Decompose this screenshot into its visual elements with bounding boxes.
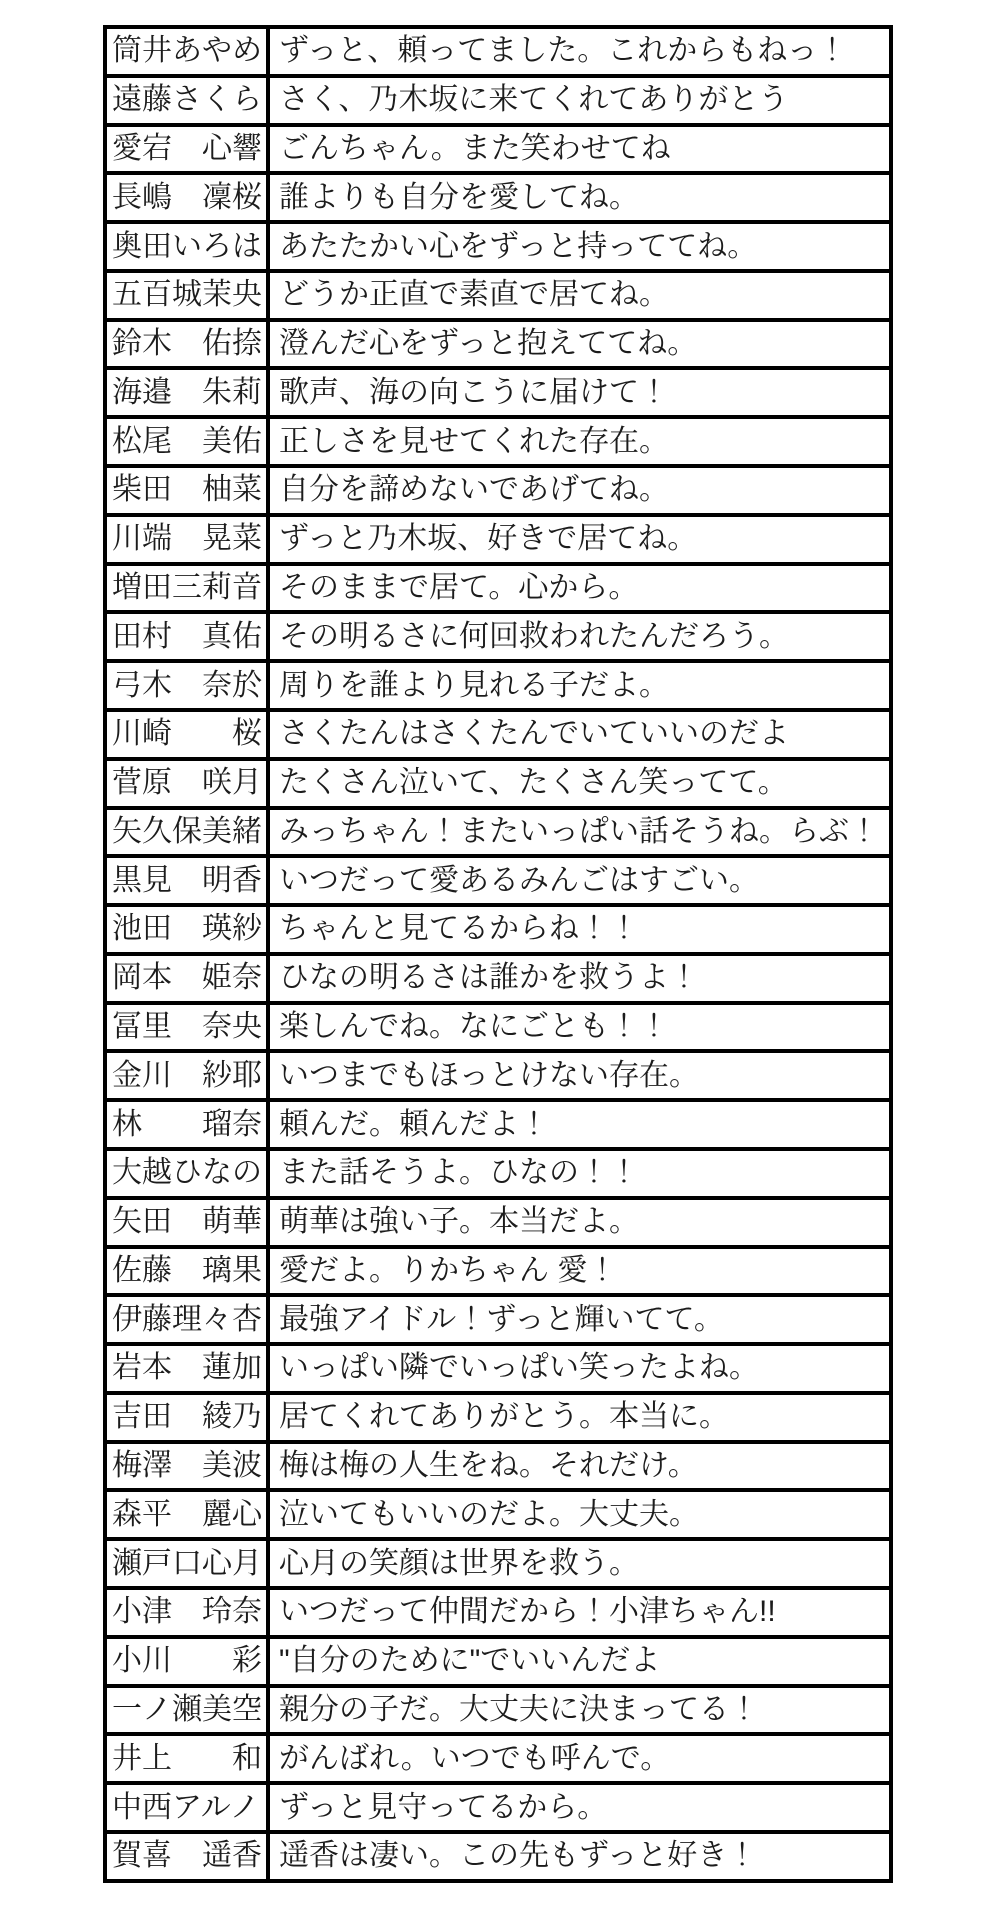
message-cell: 心月の笑顔は世界を救う。 xyxy=(268,1539,891,1588)
table-row xyxy=(105,905,891,954)
table-row xyxy=(105,1686,891,1735)
message-cell: 遥香は凄い。この先もずっと好き！ xyxy=(268,1832,891,1881)
member-name-cell: 森平 麗心 xyxy=(105,1490,268,1539)
message-cell: どうか正直で素直で居てね。 xyxy=(268,271,891,320)
message-cell: 愛だよ。りかちゃん 愛！ xyxy=(268,1247,891,1296)
member-name-cell: 伊藤理々杏 xyxy=(105,1295,268,1344)
message-cell: さくたんはさくたんでいていいのだよ xyxy=(268,710,891,759)
message-cell: いつだって愛あるみんごはすごい。 xyxy=(268,856,891,905)
table-row xyxy=(105,1490,891,1539)
table-row xyxy=(105,1832,891,1881)
table-row xyxy=(105,76,891,125)
member-name-cell: 増田三莉音 xyxy=(105,564,268,613)
message-cell: 居てくれてありがとう。本当に。 xyxy=(268,1393,891,1442)
table-row xyxy=(105,125,891,174)
message-cell: 正しさを見せてくれた存在。 xyxy=(268,417,891,466)
message-cell: また話そうよ。ひなの！！ xyxy=(268,1149,891,1198)
member-name-cell: 吉田 綾乃 xyxy=(105,1393,268,1442)
message-cell: ちゃんと見てるからね！！ xyxy=(268,905,891,954)
member-name-cell: 海邉 朱莉 xyxy=(105,368,268,417)
table-row xyxy=(105,1783,891,1832)
message-cell: 歌声、海の向こうに届けて！ xyxy=(268,368,891,417)
message-cell: そのままで居て。心から。 xyxy=(268,564,891,613)
message-cell: 萌華は強い子。本当だよ。 xyxy=(268,1198,891,1247)
member-name-cell: 柴田 柚菜 xyxy=(105,466,268,515)
message-cell: 親分の子だ。大丈夫に決まってる！ xyxy=(268,1686,891,1735)
table-row xyxy=(105,27,891,76)
table-row xyxy=(105,808,891,857)
table-row xyxy=(105,1100,891,1149)
member-name-cell: 賀喜 遥香 xyxy=(105,1832,268,1881)
table-row xyxy=(105,1149,891,1198)
member-name-cell: 川端 晃菜 xyxy=(105,515,268,564)
member-name-cell: 奥田いろは xyxy=(105,222,268,271)
member-name-cell: 岡本 姫奈 xyxy=(105,954,268,1003)
message-cell: ひなの明るさは誰かを救うよ！ xyxy=(268,954,891,1003)
member-name-cell: 瀬戸口心月 xyxy=(105,1539,268,1588)
table-row xyxy=(105,1442,891,1491)
member-name-cell: 川崎 桜 xyxy=(105,710,268,759)
member-message-table xyxy=(103,25,893,1883)
member-name-cell: 遠藤さくら xyxy=(105,76,268,125)
table-row xyxy=(105,612,891,661)
member-name-cell: 長嶋 凜桜 xyxy=(105,173,268,222)
table-row xyxy=(105,1198,891,1247)
message-cell: みっちゃん！またいっぱい話そうね。らぶ！ xyxy=(268,808,891,857)
message-cell: たくさん泣いて、たくさん笑ってて。 xyxy=(268,759,891,808)
member-name-cell: 菅原 咲月 xyxy=(105,759,268,808)
table-row xyxy=(105,417,891,466)
message-cell: 周りを誰より見れる子だよ。 xyxy=(268,661,891,710)
message-cell: 最強アイドル！ずっと輝いてて。 xyxy=(268,1295,891,1344)
member-name-cell: 一ノ瀬美空 xyxy=(105,1686,268,1735)
message-cell: ずっと見守ってるから。 xyxy=(268,1783,891,1832)
message-cell: ずっと、頼ってました。これからもねっ！ xyxy=(268,27,891,76)
message-cell: いっぱい隣でいっぱい笑ったよね。 xyxy=(268,1344,891,1393)
table-row xyxy=(105,1734,891,1783)
table-row xyxy=(105,271,891,320)
table-row xyxy=(105,466,891,515)
member-name-cell: 梅澤 美波 xyxy=(105,1442,268,1491)
table-row xyxy=(105,1539,891,1588)
message-cell: 楽しんでね。なにごとも！！ xyxy=(268,1003,891,1052)
message-cell: 誰よりも自分を愛してね。 xyxy=(268,173,891,222)
member-name-cell: 小川 彩 xyxy=(105,1637,268,1686)
message-cell: いつまでもほっとけない存在。 xyxy=(268,1051,891,1100)
member-name-cell: 筒井あやめ xyxy=(105,27,268,76)
table-row xyxy=(105,710,891,759)
table-row xyxy=(105,1637,891,1686)
member-name-cell: 弓木 奈於 xyxy=(105,661,268,710)
member-name-cell: 林 瑠奈 xyxy=(105,1100,268,1149)
table-row xyxy=(105,515,891,564)
member-name-cell: 冨里 奈央 xyxy=(105,1003,268,1052)
message-cell: ずっと乃木坂、好きで居てね。 xyxy=(268,515,891,564)
table-row xyxy=(105,1344,891,1393)
table-row xyxy=(105,222,891,271)
message-cell: いつだって仲間だから！小津ちゃん!! xyxy=(268,1588,891,1637)
table-row xyxy=(105,954,891,1003)
table-row xyxy=(105,1247,891,1296)
member-name-cell: 金川 紗耶 xyxy=(105,1051,268,1100)
member-name-cell: 大越ひなの xyxy=(105,1149,268,1198)
member-name-cell: 五百城茉央 xyxy=(105,271,268,320)
member-name-cell: 矢田 萌華 xyxy=(105,1198,268,1247)
message-cell: ごんちゃん。また笑わせてね xyxy=(268,125,891,174)
member-name-cell: 井上 和 xyxy=(105,1734,268,1783)
message-cell: 頼んだ。頼んだよ！ xyxy=(268,1100,891,1149)
member-name-cell: 鈴木 佑捺 xyxy=(105,320,268,369)
table-body xyxy=(105,27,891,1881)
message-cell: あたたかい心をずっと持っててね。 xyxy=(268,222,891,271)
message-cell: さく、乃木坂に来てくれてありがとう xyxy=(268,76,891,125)
table-row xyxy=(105,1588,891,1637)
message-cell: その明るさに何回救われたんだろう。 xyxy=(268,612,891,661)
member-name-cell: 松尾 美佑 xyxy=(105,417,268,466)
message-cell: "自分のために"でいいんだよ xyxy=(268,1637,891,1686)
message-cell: 自分を諦めないであげてね。 xyxy=(268,466,891,515)
member-name-cell: 岩本 蓮加 xyxy=(105,1344,268,1393)
message-cell: がんばれ。いつでも呼んで。 xyxy=(268,1734,891,1783)
table-row xyxy=(105,856,891,905)
table-row xyxy=(105,759,891,808)
table-row xyxy=(105,564,891,613)
member-name-cell: 佐藤 璃果 xyxy=(105,1247,268,1296)
member-name-cell: 小津 玲奈 xyxy=(105,1588,268,1637)
table-row xyxy=(105,661,891,710)
table-row xyxy=(105,173,891,222)
member-name-cell: 愛宕 心響 xyxy=(105,125,268,174)
table-row xyxy=(105,1393,891,1442)
message-cell: 澄んだ心をずっと抱えててね。 xyxy=(268,320,891,369)
member-name-cell: 中西アルノ xyxy=(105,1783,268,1832)
member-name-cell: 矢久保美緒 xyxy=(105,808,268,857)
message-cell: 梅は梅の人生をね。それだけ。 xyxy=(268,1442,891,1491)
table-row xyxy=(105,1003,891,1052)
table-row xyxy=(105,1295,891,1344)
member-name-cell: 田村 真佑 xyxy=(105,612,268,661)
message-cell: 泣いてもいいのだよ。大丈夫。 xyxy=(268,1490,891,1539)
member-name-cell: 黒見 明香 xyxy=(105,856,268,905)
table-row xyxy=(105,1051,891,1100)
member-name-cell: 池田 瑛紗 xyxy=(105,905,268,954)
table-row xyxy=(105,368,891,417)
table-row xyxy=(105,320,891,369)
